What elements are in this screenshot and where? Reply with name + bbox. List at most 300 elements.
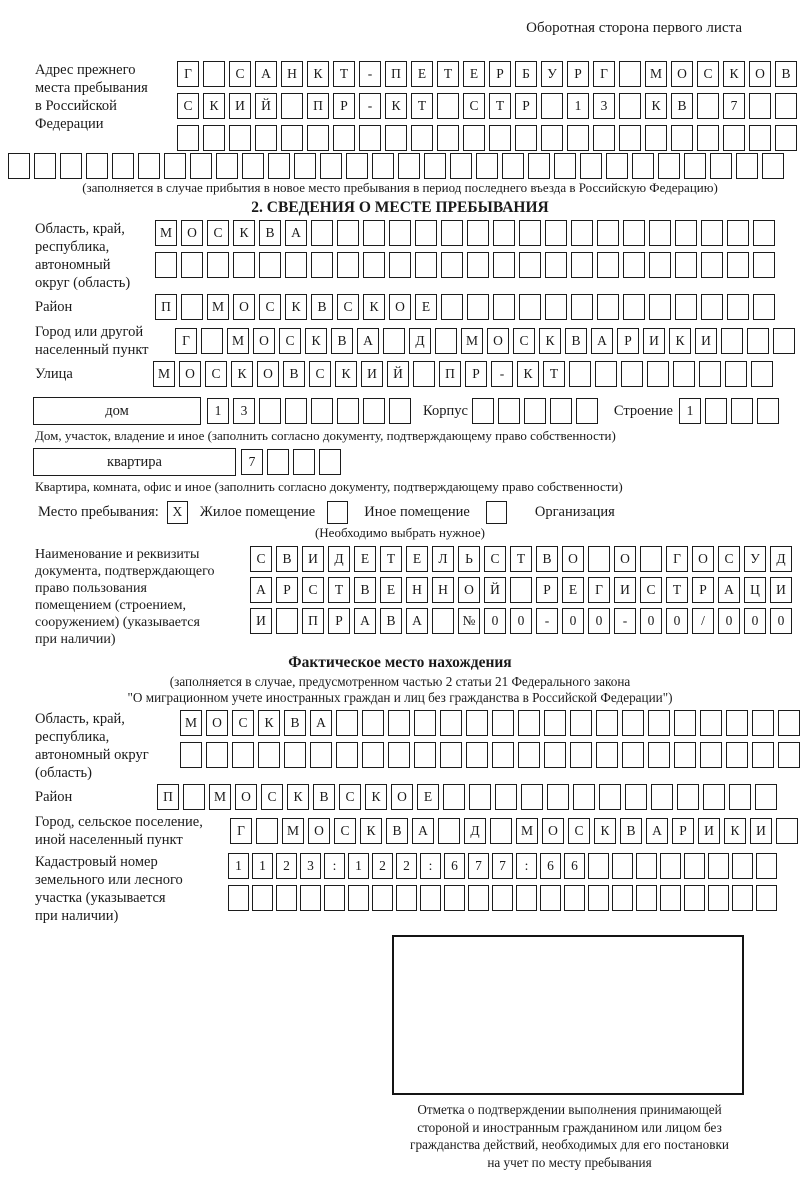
char-cell[interactable]: - <box>359 61 381 87</box>
char-cell[interactable] <box>705 398 727 424</box>
char-cell[interactable] <box>775 125 797 151</box>
char-cell[interactable] <box>726 710 748 736</box>
char-cell[interactable]: А <box>354 608 376 634</box>
char-cell[interactable] <box>623 220 645 246</box>
char-cell[interactable]: Г <box>588 577 610 603</box>
checkbox-organizaciya[interactable] <box>486 501 507 524</box>
char-cell[interactable]: О <box>671 61 693 87</box>
char-cell[interactable]: : <box>516 853 537 879</box>
char-cell[interactable] <box>467 294 489 320</box>
char-cell[interactable] <box>625 784 647 810</box>
char-cell[interactable] <box>752 710 774 736</box>
char-cell[interactable] <box>576 398 598 424</box>
char-cell[interactable] <box>492 742 514 768</box>
char-cell[interactable]: О <box>391 784 413 810</box>
char-cell[interactable]: Г <box>666 546 688 572</box>
char-cell[interactable]: 0 <box>562 608 584 634</box>
char-cell[interactable] <box>415 252 437 278</box>
char-cell[interactable] <box>671 125 693 151</box>
char-cell[interactable] <box>444 885 465 911</box>
char-cell[interactable]: К <box>231 361 253 387</box>
char-cell[interactable] <box>441 252 463 278</box>
char-cell[interactable] <box>228 885 249 911</box>
char-cell[interactable]: В <box>354 577 376 603</box>
char-cell[interactable]: К <box>385 93 407 119</box>
char-cell[interactable] <box>593 125 615 151</box>
char-cell[interactable] <box>281 93 303 119</box>
char-cell[interactable]: И <box>614 577 636 603</box>
char-cell[interactable] <box>541 93 563 119</box>
char-cell[interactable]: А <box>250 577 272 603</box>
char-cell[interactable]: 0 <box>640 608 662 634</box>
char-cell[interactable] <box>544 742 566 768</box>
char-cell[interactable] <box>441 220 463 246</box>
char-cell[interactable] <box>751 361 773 387</box>
char-cell[interactable]: С <box>334 818 356 844</box>
char-cell[interactable]: В <box>565 328 587 354</box>
char-cell[interactable] <box>177 125 199 151</box>
char-cell[interactable]: 0 <box>484 608 506 634</box>
char-cell[interactable] <box>336 742 358 768</box>
char-cell[interactable] <box>389 220 411 246</box>
char-cell[interactable] <box>658 153 680 179</box>
char-cell[interactable]: 0 <box>744 608 766 634</box>
char-cell[interactable] <box>606 153 628 179</box>
char-cell[interactable]: Е <box>415 294 437 320</box>
char-cell[interactable]: К <box>669 328 691 354</box>
char-cell[interactable]: К <box>360 818 382 844</box>
char-cell[interactable]: Т <box>543 361 565 387</box>
char-cell[interactable] <box>701 252 723 278</box>
char-cell[interactable] <box>588 546 610 572</box>
char-cell[interactable]: О <box>458 577 480 603</box>
char-cell[interactable] <box>674 742 696 768</box>
char-cell[interactable] <box>489 125 511 151</box>
char-cell[interactable]: И <box>250 608 272 634</box>
char-cell[interactable]: К <box>203 93 225 119</box>
char-cell[interactable] <box>773 328 795 354</box>
char-cell[interactable]: 1 <box>679 398 701 424</box>
char-cell[interactable]: № <box>458 608 480 634</box>
char-cell[interactable]: О <box>233 294 255 320</box>
char-cell[interactable] <box>729 784 751 810</box>
char-cell[interactable] <box>414 710 436 736</box>
char-cell[interactable] <box>242 153 264 179</box>
char-cell[interactable]: 0 <box>770 608 792 634</box>
char-cell[interactable] <box>757 398 779 424</box>
char-cell[interactable]: С <box>463 93 485 119</box>
char-cell[interactable]: А <box>412 818 434 844</box>
char-cell[interactable] <box>708 885 729 911</box>
char-cell[interactable]: Б <box>515 61 537 87</box>
char-cell[interactable]: А <box>310 710 332 736</box>
char-cell[interactable]: В <box>259 220 281 246</box>
char-cell[interactable]: С <box>259 294 281 320</box>
char-cell[interactable] <box>519 252 541 278</box>
char-cell[interactable]: К <box>305 328 327 354</box>
char-cell[interactable] <box>710 153 732 179</box>
char-cell[interactable] <box>284 742 306 768</box>
char-cell[interactable]: - <box>614 608 636 634</box>
char-cell[interactable]: С <box>205 361 227 387</box>
char-cell[interactable]: М <box>461 328 483 354</box>
char-cell[interactable]: И <box>229 93 251 119</box>
char-cell[interactable] <box>398 153 420 179</box>
char-cell[interactable] <box>762 153 784 179</box>
char-cell[interactable] <box>684 853 705 879</box>
char-cell[interactable]: С <box>309 361 331 387</box>
char-cell[interactable]: О <box>257 361 279 387</box>
char-cell[interactable]: К <box>539 328 561 354</box>
char-cell[interactable] <box>324 885 345 911</box>
char-cell[interactable] <box>336 710 358 736</box>
char-cell[interactable]: К <box>594 818 616 844</box>
char-cell[interactable] <box>619 93 641 119</box>
char-cell[interactable]: Р <box>617 328 639 354</box>
char-cell[interactable]: К <box>517 361 539 387</box>
char-cell[interactable] <box>337 398 359 424</box>
char-cell[interactable] <box>388 710 410 736</box>
char-cell[interactable] <box>636 885 657 911</box>
char-cell[interactable] <box>612 853 633 879</box>
char-cell[interactable]: Е <box>380 577 402 603</box>
char-cell[interactable]: М <box>227 328 249 354</box>
char-cell[interactable] <box>726 742 748 768</box>
char-cell[interactable] <box>490 818 512 844</box>
char-cell[interactable]: - <box>359 93 381 119</box>
char-cell[interactable]: Р <box>465 361 487 387</box>
char-cell[interactable] <box>571 252 593 278</box>
char-cell[interactable]: Т <box>411 93 433 119</box>
char-cell[interactable] <box>8 153 30 179</box>
char-cell[interactable]: Л <box>432 546 454 572</box>
char-cell[interactable] <box>432 608 454 634</box>
char-cell[interactable] <box>725 361 747 387</box>
char-cell[interactable]: С <box>250 546 272 572</box>
char-cell[interactable] <box>564 885 585 911</box>
char-cell[interactable] <box>544 710 566 736</box>
char-cell[interactable]: В <box>386 818 408 844</box>
char-cell[interactable] <box>492 710 514 736</box>
char-cell[interactable]: Р <box>515 93 537 119</box>
char-cell[interactable]: 6 <box>540 853 561 879</box>
char-cell[interactable] <box>778 742 800 768</box>
char-cell[interactable]: Д <box>770 546 792 572</box>
char-cell[interactable] <box>588 853 609 879</box>
char-cell[interactable]: Е <box>463 61 485 87</box>
char-cell[interactable] <box>550 398 572 424</box>
char-cell[interactable]: Р <box>333 93 355 119</box>
char-cell[interactable] <box>201 328 223 354</box>
char-cell[interactable]: 6 <box>564 853 585 879</box>
char-cell[interactable] <box>183 784 205 810</box>
char-cell[interactable] <box>597 294 619 320</box>
char-cell[interactable]: И <box>698 818 720 844</box>
char-cell[interactable] <box>521 784 543 810</box>
char-cell[interactable]: М <box>180 710 202 736</box>
char-cell[interactable]: О <box>562 546 584 572</box>
char-cell[interactable] <box>599 784 621 810</box>
char-cell[interactable] <box>723 125 745 151</box>
char-cell[interactable]: С <box>302 577 324 603</box>
char-cell[interactable]: М <box>645 61 667 87</box>
char-cell[interactable]: С <box>261 784 283 810</box>
char-cell[interactable]: О <box>308 818 330 844</box>
char-cell[interactable] <box>232 742 254 768</box>
char-cell[interactable] <box>155 252 177 278</box>
char-cell[interactable]: П <box>385 61 407 87</box>
char-cell[interactable] <box>675 294 697 320</box>
char-cell[interactable]: В <box>284 710 306 736</box>
char-cell[interactable] <box>755 784 777 810</box>
char-cell[interactable] <box>747 328 769 354</box>
char-cell[interactable]: И <box>695 328 717 354</box>
char-cell[interactable] <box>337 252 359 278</box>
char-cell[interactable]: А <box>646 818 668 844</box>
dom-box[interactable]: дом <box>33 397 201 425</box>
char-cell[interactable] <box>320 153 342 179</box>
char-cell[interactable] <box>573 784 595 810</box>
char-cell[interactable]: 7 <box>492 853 513 879</box>
char-cell[interactable] <box>545 220 567 246</box>
char-cell[interactable]: А <box>255 61 277 87</box>
char-cell[interactable] <box>502 153 524 179</box>
char-cell[interactable] <box>570 710 592 736</box>
char-cell[interactable]: К <box>363 294 385 320</box>
char-cell[interactable]: М <box>516 818 538 844</box>
char-cell[interactable]: Й <box>484 577 506 603</box>
char-cell[interactable] <box>420 885 441 911</box>
char-cell[interactable]: Е <box>354 546 376 572</box>
char-cell[interactable] <box>622 710 644 736</box>
char-cell[interactable]: В <box>283 361 305 387</box>
char-cell[interactable] <box>311 252 333 278</box>
char-cell[interactable] <box>699 361 721 387</box>
char-cell[interactable]: Д <box>409 328 431 354</box>
char-cell[interactable] <box>467 252 489 278</box>
char-cell[interactable]: М <box>209 784 231 810</box>
char-cell[interactable]: Ь <box>458 546 480 572</box>
char-cell[interactable]: С <box>207 220 229 246</box>
char-cell[interactable]: Р <box>672 818 694 844</box>
char-cell[interactable] <box>645 125 667 151</box>
char-cell[interactable] <box>752 742 774 768</box>
char-cell[interactable]: К <box>287 784 309 810</box>
char-cell[interactable] <box>281 125 303 151</box>
char-cell[interactable] <box>180 742 202 768</box>
char-cell[interactable] <box>547 784 569 810</box>
char-cell[interactable] <box>255 125 277 151</box>
char-cell[interactable] <box>524 398 546 424</box>
char-cell[interactable] <box>567 125 589 151</box>
char-cell[interactable] <box>673 361 695 387</box>
char-cell[interactable]: 0 <box>510 608 532 634</box>
char-cell[interactable]: В <box>311 294 333 320</box>
char-cell[interactable]: П <box>157 784 179 810</box>
char-cell[interactable]: О <box>614 546 636 572</box>
char-cell[interactable] <box>727 252 749 278</box>
char-cell[interactable]: Р <box>536 577 558 603</box>
char-cell[interactable]: К <box>723 61 745 87</box>
char-cell[interactable] <box>619 61 641 87</box>
char-cell[interactable]: И <box>302 546 324 572</box>
char-cell[interactable] <box>362 710 384 736</box>
char-cell[interactable] <box>233 252 255 278</box>
char-cell[interactable]: С <box>229 61 251 87</box>
char-cell[interactable] <box>749 125 771 151</box>
char-cell[interactable] <box>731 398 753 424</box>
char-cell[interactable] <box>310 742 332 768</box>
char-cell[interactable] <box>190 153 212 179</box>
char-cell[interactable] <box>385 125 407 151</box>
char-cell[interactable] <box>756 885 777 911</box>
char-cell[interactable] <box>206 742 228 768</box>
char-cell[interactable] <box>647 361 669 387</box>
char-cell[interactable] <box>300 885 321 911</box>
char-cell[interactable] <box>468 885 489 911</box>
char-cell[interactable] <box>640 546 662 572</box>
char-cell[interactable] <box>697 93 719 119</box>
char-cell[interactable]: Р <box>567 61 589 87</box>
char-cell[interactable]: М <box>155 220 177 246</box>
char-cell[interactable] <box>756 853 777 879</box>
char-cell[interactable] <box>493 252 515 278</box>
char-cell[interactable] <box>285 398 307 424</box>
char-cell[interactable] <box>597 252 619 278</box>
char-cell[interactable]: М <box>153 361 175 387</box>
char-cell[interactable]: О <box>206 710 228 736</box>
char-cell[interactable] <box>181 252 203 278</box>
char-cell[interactable] <box>337 220 359 246</box>
char-cell[interactable] <box>256 818 278 844</box>
char-cell[interactable] <box>86 153 108 179</box>
char-cell[interactable]: О <box>179 361 201 387</box>
char-cell[interactable]: П <box>155 294 177 320</box>
char-cell[interactable]: Н <box>281 61 303 87</box>
char-cell[interactable] <box>540 885 561 911</box>
char-cell[interactable]: 1 <box>228 853 249 879</box>
char-cell[interactable]: Е <box>417 784 439 810</box>
char-cell[interactable] <box>569 361 591 387</box>
char-cell[interactable] <box>677 784 699 810</box>
char-cell[interactable]: 6 <box>444 853 465 879</box>
char-cell[interactable] <box>203 61 225 87</box>
char-cell[interactable] <box>164 153 186 179</box>
char-cell[interactable]: 2 <box>276 853 297 879</box>
char-cell[interactable] <box>732 885 753 911</box>
char-cell[interactable] <box>389 252 411 278</box>
char-cell[interactable] <box>252 885 273 911</box>
char-cell[interactable]: Г <box>593 61 615 87</box>
char-cell[interactable] <box>138 153 160 179</box>
char-cell[interactable] <box>493 294 515 320</box>
char-cell[interactable] <box>60 153 82 179</box>
char-cell[interactable]: К <box>335 361 357 387</box>
char-cell[interactable]: К <box>645 93 667 119</box>
char-cell[interactable] <box>595 361 617 387</box>
char-cell[interactable] <box>510 577 532 603</box>
char-cell[interactable] <box>545 252 567 278</box>
char-cell[interactable] <box>363 398 385 424</box>
char-cell[interactable] <box>493 220 515 246</box>
char-cell[interactable] <box>383 328 405 354</box>
char-cell[interactable]: В <box>313 784 335 810</box>
char-cell[interactable]: 7 <box>723 93 745 119</box>
char-cell[interactable] <box>651 784 673 810</box>
char-cell[interactable]: Г <box>175 328 197 354</box>
char-cell[interactable]: 2 <box>396 853 417 879</box>
char-cell[interactable]: Й <box>255 93 277 119</box>
char-cell[interactable] <box>229 125 251 151</box>
char-cell[interactable]: П <box>439 361 461 387</box>
char-cell[interactable]: 1 <box>348 853 369 879</box>
char-cell[interactable] <box>492 885 513 911</box>
char-cell[interactable]: А <box>718 577 740 603</box>
char-cell[interactable]: В <box>536 546 558 572</box>
char-cell[interactable]: 3 <box>593 93 615 119</box>
char-cell[interactable]: П <box>307 93 329 119</box>
char-cell[interactable] <box>415 220 437 246</box>
char-cell[interactable] <box>441 294 463 320</box>
kvartira-box[interactable]: квартира <box>33 448 236 476</box>
char-cell[interactable] <box>466 710 488 736</box>
char-cell[interactable]: С <box>568 818 590 844</box>
char-cell[interactable] <box>701 294 723 320</box>
char-cell[interactable]: 7 <box>241 449 263 475</box>
char-cell[interactable]: Т <box>510 546 532 572</box>
char-cell[interactable]: С <box>177 93 199 119</box>
char-cell[interactable] <box>348 885 369 911</box>
char-cell[interactable]: В <box>380 608 402 634</box>
char-cell[interactable] <box>388 742 410 768</box>
char-cell[interactable] <box>519 294 541 320</box>
char-cell[interactable] <box>181 294 203 320</box>
char-cell[interactable]: Р <box>328 608 350 634</box>
char-cell[interactable] <box>727 220 749 246</box>
char-cell[interactable] <box>319 449 341 475</box>
char-cell[interactable] <box>363 220 385 246</box>
char-cell[interactable]: О <box>389 294 411 320</box>
char-cell[interactable] <box>648 742 670 768</box>
char-cell[interactable] <box>359 125 381 151</box>
char-cell[interactable]: 3 <box>300 853 321 879</box>
char-cell[interactable] <box>414 742 436 768</box>
char-cell[interactable]: 0 <box>718 608 740 634</box>
char-cell[interactable]: 1 <box>252 853 273 879</box>
char-cell[interactable] <box>259 252 281 278</box>
char-cell[interactable] <box>307 125 329 151</box>
char-cell[interactable] <box>267 449 289 475</box>
char-cell[interactable] <box>684 885 705 911</box>
char-cell[interactable] <box>703 784 725 810</box>
char-cell[interactable]: 7 <box>468 853 489 879</box>
char-cell[interactable]: Е <box>562 577 584 603</box>
char-cell[interactable]: Т <box>666 577 688 603</box>
char-cell[interactable]: - <box>491 361 513 387</box>
char-cell[interactable] <box>721 328 743 354</box>
char-cell[interactable] <box>753 294 775 320</box>
char-cell[interactable]: С <box>232 710 254 736</box>
char-cell[interactable] <box>389 398 411 424</box>
char-cell[interactable] <box>597 220 619 246</box>
char-cell[interactable]: С <box>697 61 719 87</box>
char-cell[interactable]: Т <box>380 546 402 572</box>
char-cell[interactable] <box>440 742 462 768</box>
char-cell[interactable] <box>363 252 385 278</box>
char-cell[interactable] <box>413 361 435 387</box>
char-cell[interactable] <box>649 220 671 246</box>
char-cell[interactable]: - <box>536 608 558 634</box>
